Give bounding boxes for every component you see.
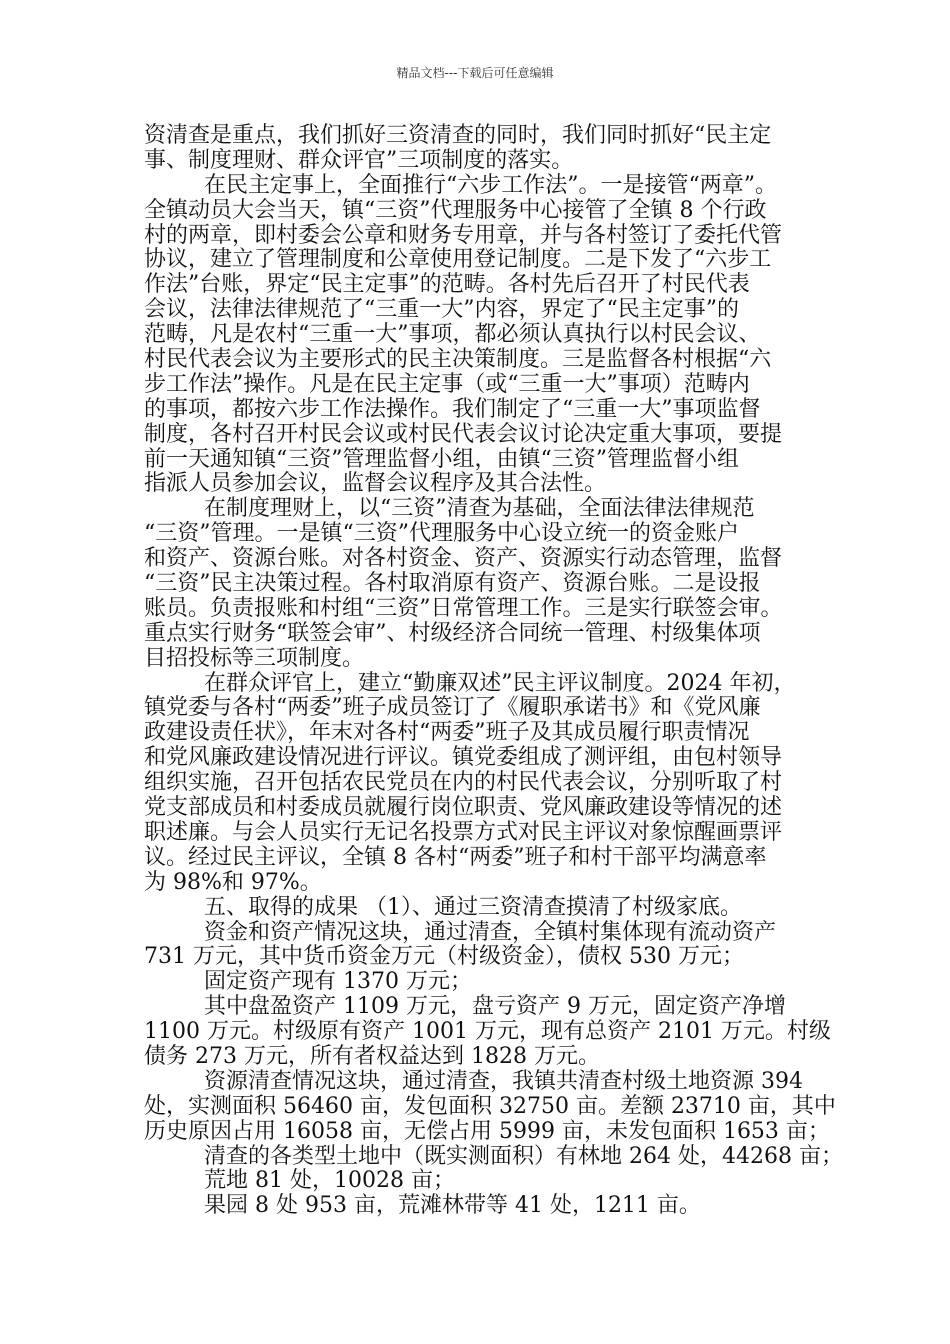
paragraph bbox=[144, 124, 824, 174]
text-line: 重点实行财务“联签会审”、村级经济合同统一管理、村级集体项 bbox=[144, 620, 761, 646]
text-line: 债务 273 万元，所有者权益达到 1828 万元。 bbox=[144, 1043, 600, 1069]
text-line: 政建设责任状》，年末对各村“两委”班子及其成员履行职责情况 bbox=[144, 720, 750, 746]
paragraph bbox=[144, 1169, 824, 1194]
page-header: 精品文档---下载后可任意编辑 bbox=[396, 66, 554, 80]
text-line: 731 万元，其中货币资金万元（村级资金），债权 530 万元； bbox=[144, 944, 744, 970]
text-line: 资金和资产情况这块，通过清查，全镇村集体现有流动资产 bbox=[204, 919, 777, 945]
text-line: “三资”民主决策过程。各村取消原有资产、资源台账。二是设报 bbox=[144, 571, 761, 597]
paragraph bbox=[144, 1068, 836, 1145]
text-line: 村民代表会议为主要形式的民主决策制度。三是监督各村根据“六 bbox=[144, 347, 772, 373]
text-line: 制度，各村召开村民会议或村民代表会议讨论决定重大事项，要提 bbox=[144, 421, 783, 447]
text-line: 和党风廉政建设情况进行评议。镇党委组成了测评组，由包村领导 bbox=[144, 745, 783, 771]
text-line: 和资产、资源台账。对各村资金、资产、资源实行动态管理，监督 bbox=[144, 546, 783, 572]
text-line: 资源清查情况这块，通过清查，我镇共清查村级土地资源 394 bbox=[204, 1068, 803, 1094]
text-line: 处，实测面积 56460 亩，发包面积 32750 亩。差额 23710 亩，其中 bbox=[144, 1093, 836, 1119]
text-line: 在民主定事上，全面推行“六步工作法”。一是接管“两章”。 bbox=[204, 172, 777, 198]
text-line: 历史原因占用 16058 亩，无偿占用 5999 亩，未发包面积 1653 亩； bbox=[144, 1118, 830, 1144]
text-line: 在制度理财上，以“三资”清查为基础，全面法律法律规范 bbox=[204, 496, 755, 522]
text-line: 组织实施，召开包括农民党员在内的村民代表会议，分别听取了村 bbox=[144, 770, 783, 796]
text-line: 目招投标等三项制度。 bbox=[144, 645, 365, 671]
paragraph bbox=[144, 896, 824, 921]
text-line: 会议，法律法律规范了“三重一大”内容，界定了“民主定事”的 bbox=[144, 297, 739, 323]
text-line: 全镇动员大会当天，镇“三资”代理服务中心接管了全镇 8 个行政 bbox=[144, 197, 767, 223]
text-line: 为 98%和 97%。 bbox=[144, 869, 322, 895]
text-line: 议。经过民主评议，全镇 8 各村“两委”班子和村干部平均满意率 bbox=[144, 844, 767, 870]
text-line: 村的两章，即村委会公章和财务专用章，并与各村签订了委托代管 bbox=[144, 222, 783, 248]
text-line: 事、制度理财、群众评官”三项制度的落实。 bbox=[144, 147, 574, 173]
text-line: 其中盘盈资产 1109 万元，盘亏资产 9 万元，固定资产净增 bbox=[204, 994, 786, 1020]
text-line: 党支部成员和村委成员就履行岗位职责、党风廉政建设等情况的述 bbox=[144, 795, 783, 821]
text-line: 清查的各类型土地中（既实测面积）有林地 264 处，44268 亩； bbox=[204, 1143, 843, 1169]
paragraph bbox=[144, 970, 824, 995]
paragraph bbox=[144, 994, 831, 1070]
text-line: 五、取得的成果 （1）、通过三资清查摸清了村级家底。 bbox=[204, 894, 742, 920]
text-line: 范畴，凡是农村“三重一大”事项，都必须认真执行以村民会议、 bbox=[144, 322, 761, 348]
text-line: 荒地 81 处，10028 亩； bbox=[204, 1168, 455, 1194]
text-line: 资清查是重点，我们抓好三资清查的同时，我们同时抓好“民主定 bbox=[144, 123, 772, 148]
text-line: “三资”管理。一是镇“三资”代理服务中心设立统一的资金账户 bbox=[144, 521, 739, 547]
paragraph bbox=[144, 921, 824, 971]
text-line: 果园 8 处 953 亩，荒滩林带等 41 处，1211 亩。 bbox=[204, 1193, 701, 1219]
text-line: 固定资产现有 1370 万元； bbox=[204, 969, 472, 995]
text-line: 前一天通知镇“三资”管理监督小组，由镇“三资”管理监督小组 bbox=[144, 446, 739, 472]
text-line: 作法”台账，界定“民主定事”的范畴。各村先后召开了村民代表 bbox=[144, 272, 750, 298]
paragraph bbox=[144, 672, 824, 896]
text-line: 在群众评官上，建立“勤廉双述”民主评议制度。2024 年初， bbox=[204, 670, 796, 696]
paragraph bbox=[144, 1194, 824, 1219]
text-line: 职述廉。与会人员实行无记名投票方式对民主评议对象惊醒画票评 bbox=[144, 819, 783, 845]
paragraph bbox=[144, 497, 824, 671]
paragraph bbox=[144, 1143, 843, 1170]
text-line: 指派人员参加会议，监督会议程序及其合法性。 bbox=[144, 471, 607, 497]
paragraph bbox=[144, 174, 824, 498]
text-line: 1100 万元。村级原有资产 1001 万元，现有总资产 2101 万元。村级 bbox=[144, 1019, 831, 1045]
text-line: 镇党委与各村“两委”班子成员签订了《履职承诺书》和《党风廉 bbox=[144, 695, 761, 721]
text-line: 账员。负责报账和村组“三资”日常管理工作。三是实行联签会审。 bbox=[144, 595, 783, 621]
text-line: 步工作法”操作。凡是在民主定事（或“三重一大”事项）范畴内 bbox=[144, 371, 750, 397]
text-line: 的事项，都按六步工作法操作。我们制定了“三重一大”事项监督 bbox=[144, 396, 761, 422]
document-body bbox=[144, 123, 843, 1219]
text-line: 协议，建立了管理制度和公章使用登记制度。二是下发了“六步工 bbox=[144, 247, 772, 273]
